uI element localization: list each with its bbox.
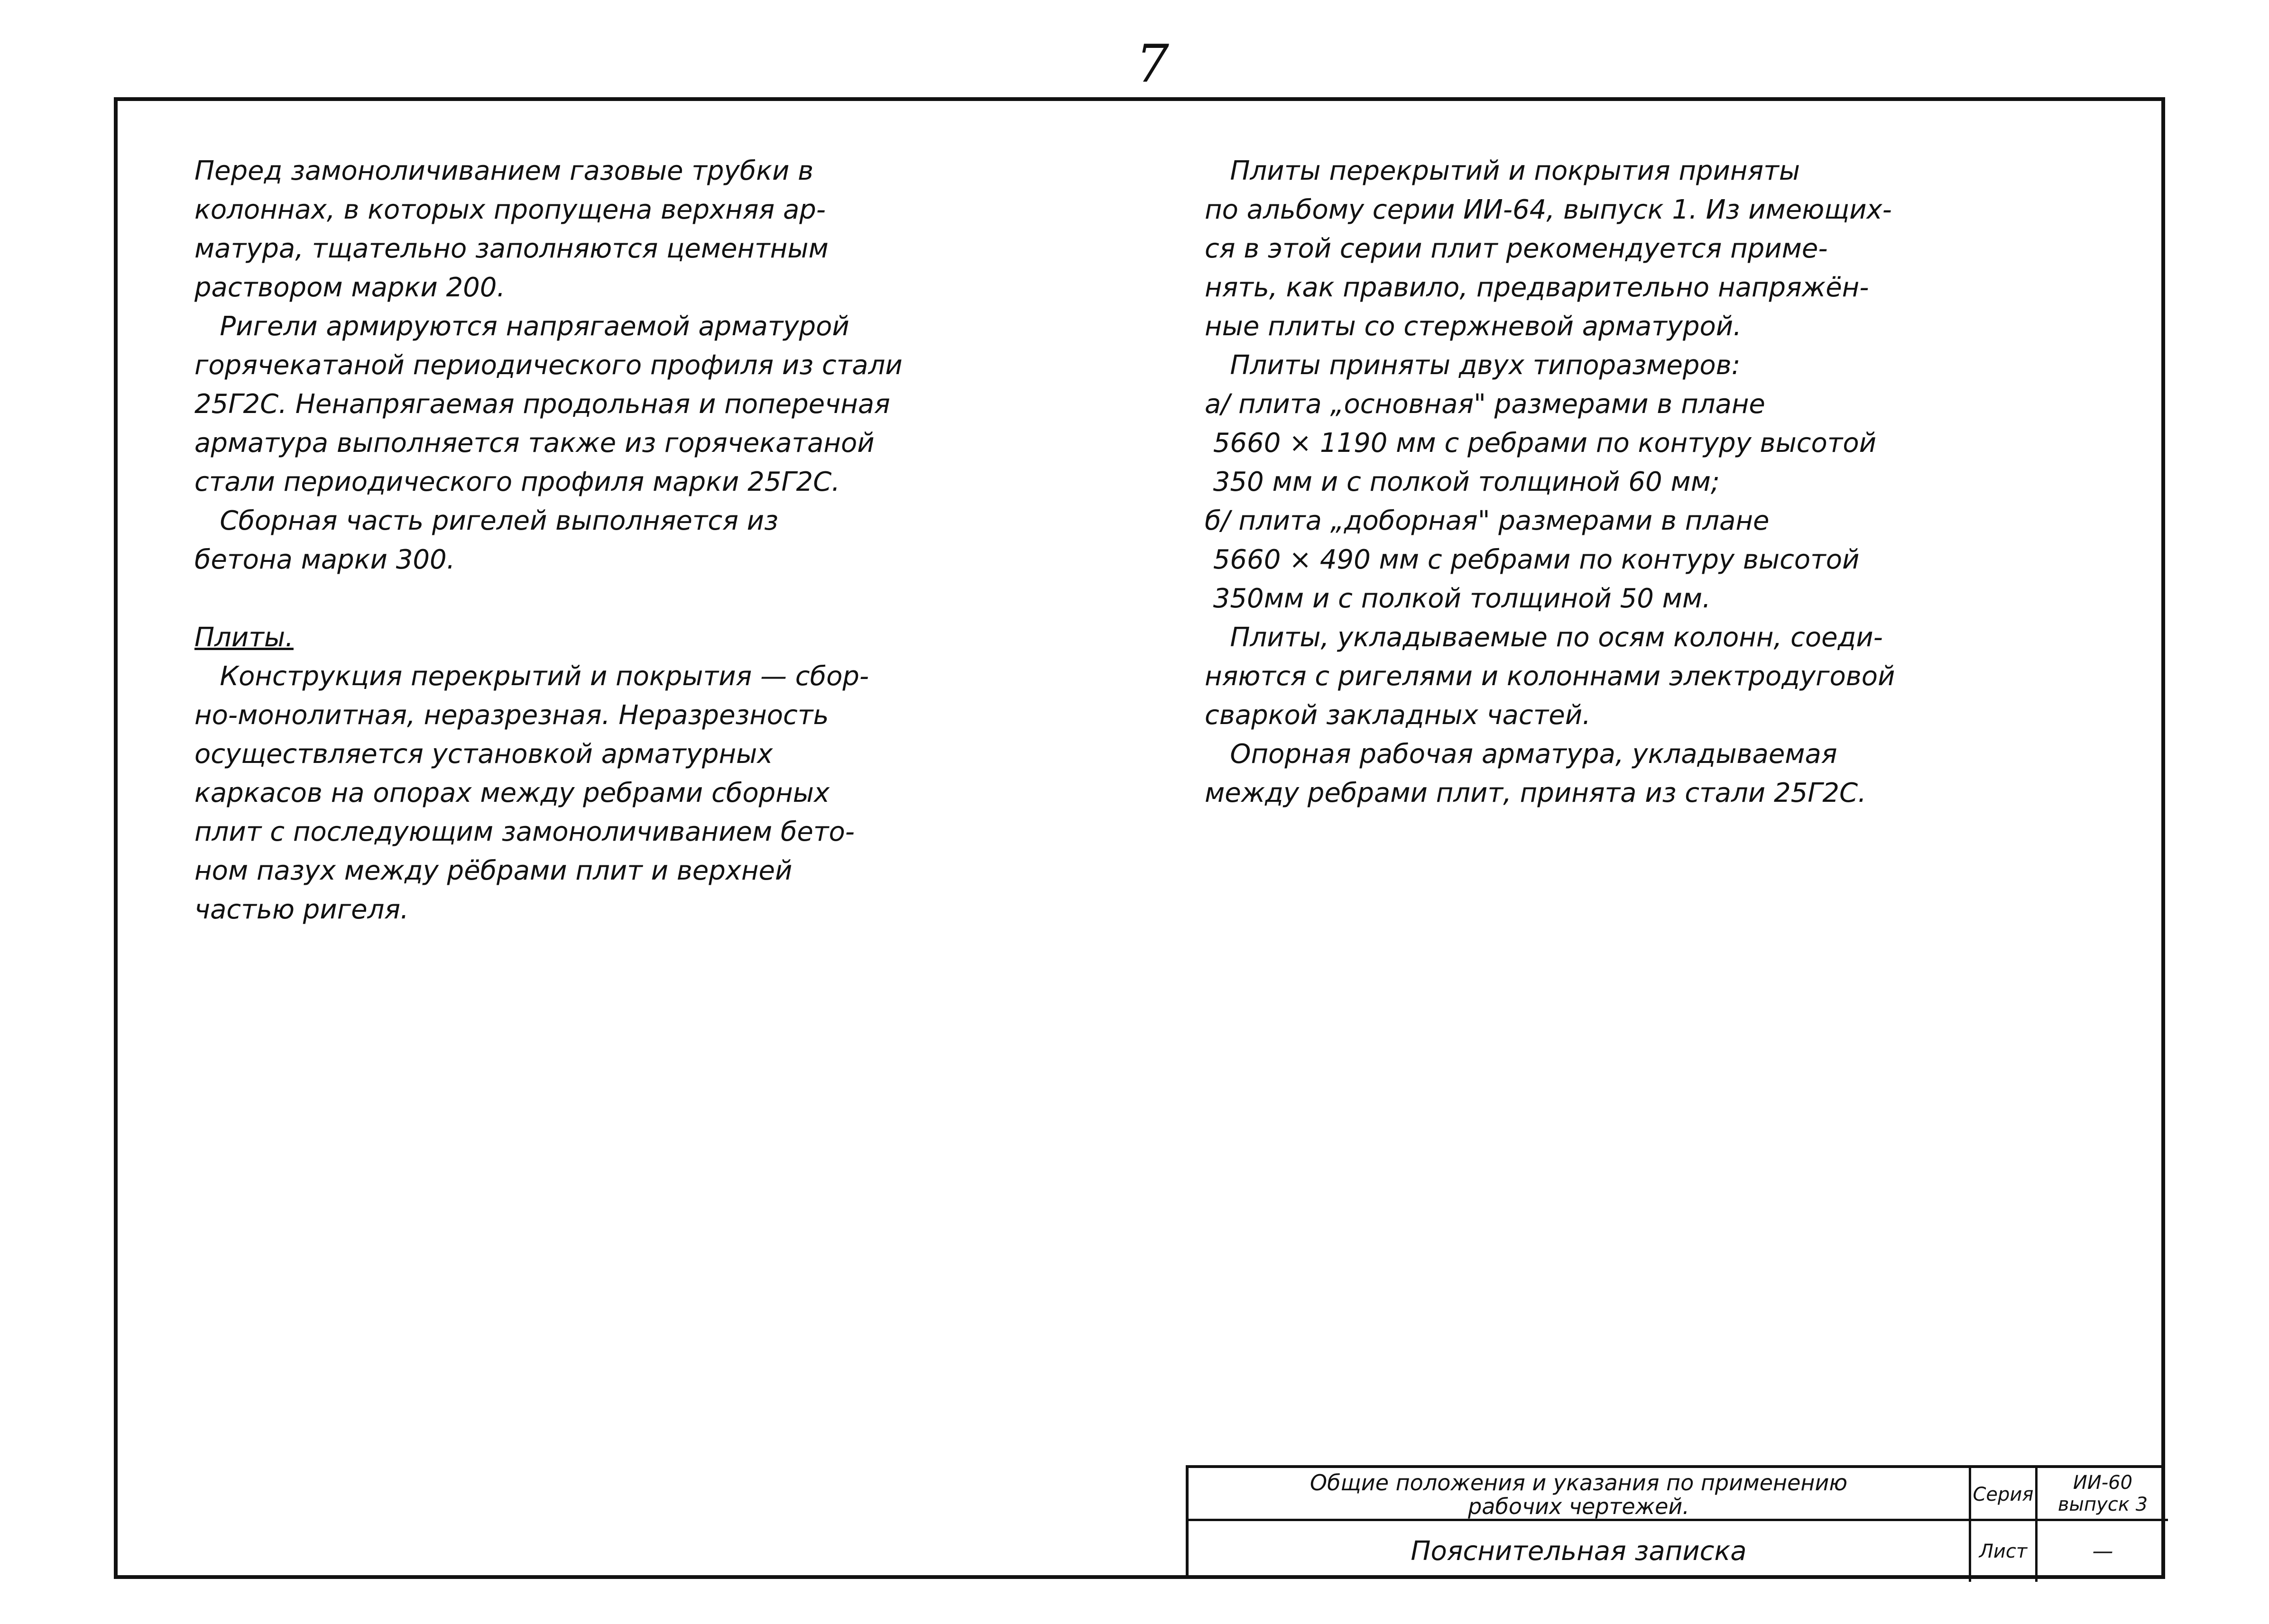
text-line: Плиты, укладываемые по осям колонн, соеди- — [1205, 622, 1883, 653]
text-line: б/ плита „доборная" размерами в плане — [1205, 505, 1770, 536]
text-line: колоннах, в которых пропущена верхняя ар- — [194, 194, 826, 225]
text-line: арматура выполняется также из горячекатаной — [194, 428, 875, 459]
text-line: 25Г2С. Ненапрягаемая продольная и поперечная — [194, 389, 890, 420]
text-line: частью ригеля. — [194, 894, 409, 925]
text-line: стали периодического профиля марки 25Г2С. — [194, 467, 840, 497]
text-line: между ребрами плит, принята из стали 25Г2С. — [1205, 778, 1866, 808]
text-line: нять, как правило, предварительно напряжён- — [1205, 272, 1869, 303]
text-line: няются с ригелями и колоннами электродуговой — [1205, 661, 1895, 692]
text-line: 350 мм и с полкой толщиной 60 мм; — [1205, 467, 1720, 497]
text-line: каркасов на опорах между ребрами сборных — [194, 778, 830, 808]
title-line-1: Общие положения и указания по применению — [1310, 1470, 1848, 1496]
text-line: ном пазух между рёбрами плит и верхней — [194, 855, 793, 886]
page-number: 7 — [1136, 33, 1169, 94]
series-label: Серия — [1971, 1468, 2038, 1521]
text-line: Плиты приняты двух типоразмеров: — [1205, 350, 1741, 381]
issue-number: выпуск 3 — [2057, 1494, 2148, 1515]
text-line: ся в этой серии плит рекомендуется приме- — [1205, 233, 1828, 264]
document-name: Пояснительная записка — [1189, 1521, 1971, 1582]
text-line: бетона марки 300. — [194, 544, 455, 575]
series-value — [2038, 1468, 2168, 1521]
text-line: 5660 × 1190 мм с ребрами по контуру высотой — [1205, 428, 1877, 459]
text-line: по альбому серии ИИ-64, выпуск 1. Из имеющих- — [1205, 194, 1892, 225]
text-line: горячекатаной периодического профиля из стали — [194, 350, 903, 381]
text-line: Опорная рабочая арматура, укладываемая — [1205, 739, 1837, 770]
title-block — [1186, 1465, 2165, 1579]
text-line: раствором марки 200. — [194, 272, 506, 303]
sheet-label: Лист — [1971, 1521, 2038, 1582]
text-line: матура, тщательно заполняются цементным — [194, 233, 829, 264]
text-line: плит с последующим замоноличиванием бето- — [194, 817, 855, 847]
text-line: ные плиты со стержневой арматурой. — [1205, 311, 1742, 342]
text-line: Плиты перекрытий и покрытия приняты — [1205, 156, 1800, 186]
text-line: а/ плита „основная" размерами в плане — [1205, 389, 1765, 420]
text-line: Конструкция перекрытий и покрытия — сбор- — [194, 661, 869, 692]
title-block-title — [1189, 1468, 1971, 1521]
text-line: 5660 × 490 мм с ребрами по контуру высотой — [1205, 544, 1860, 575]
sheet-value: — — [2092, 1539, 2113, 1563]
text-line: сваркой закладных частей. — [1205, 700, 1591, 731]
right-text-column — [1205, 152, 2130, 813]
text-line: Перед замоноличиванием газовые трубки в — [194, 156, 814, 186]
text-line: 350мм и с полкой толщиной 50 мм. — [1205, 583, 1711, 614]
section-heading: Плиты. — [194, 622, 294, 653]
text-line: Ригели армируются напрягаемой арматурой — [194, 311, 849, 342]
text-line — [194, 579, 1110, 618]
title-line-2: рабочих чертежей. — [1468, 1494, 1689, 1519]
text-line: Сборная часть ригелей выполняется из — [194, 505, 778, 536]
text-line: осуществляется установкой арматурных — [194, 739, 773, 770]
series-number: ИИ-60 — [2073, 1472, 2133, 1494]
text-line: но-монолитная, неразрезная. Неразрезность — [194, 700, 829, 731]
left-text-column — [194, 152, 1110, 929]
